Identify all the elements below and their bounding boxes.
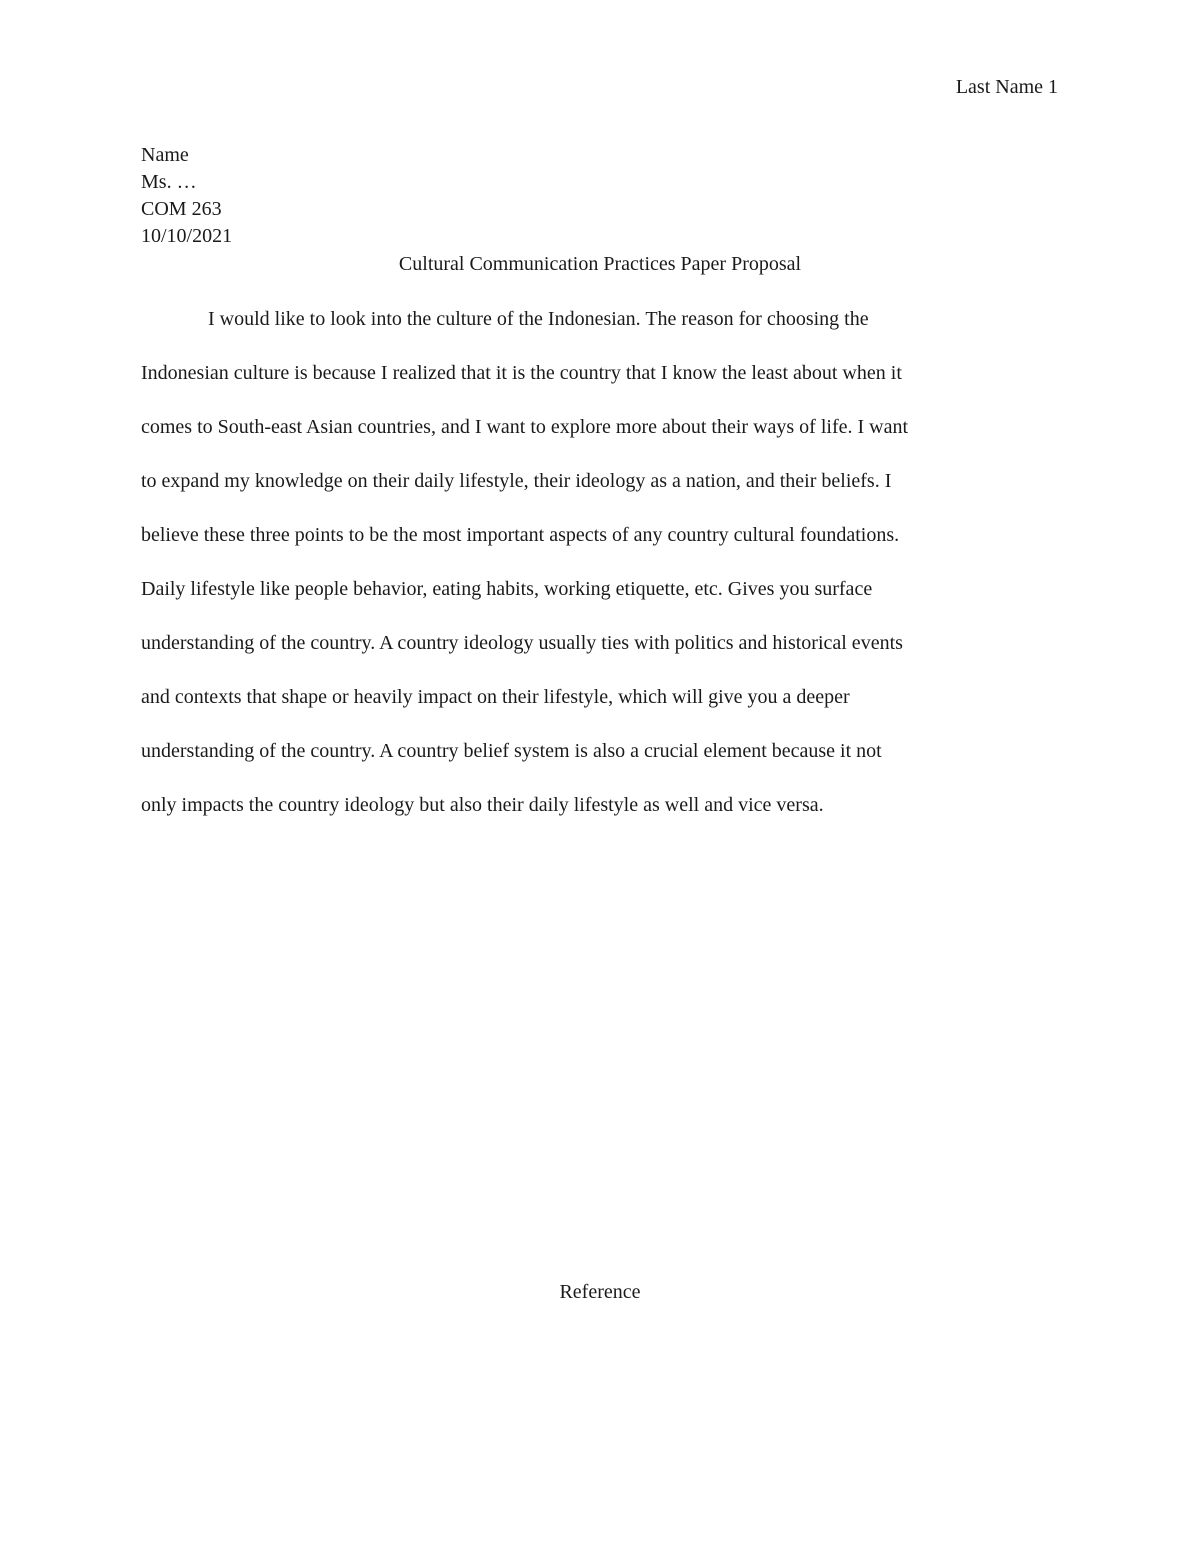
- body-paragraph: [141, 305, 1061, 845]
- body-line: believe these three points to be the most important aspects of any country cultural foundations.: [141, 524, 900, 546]
- body-line: I would like to look into the culture of the Indonesian. The reason for choosing the: [208, 308, 869, 330]
- reference-heading: Reference: [559, 1281, 641, 1303]
- body-line: Indonesian culture is because I realized that it is the country that I know the least about when it: [141, 362, 902, 384]
- instructor-name: Ms. …: [141, 171, 197, 193]
- heading-block: [141, 142, 232, 250]
- body-line: to expand my knowledge on their daily lifestyle, their ideology as a nation, and their beliefs. I: [141, 470, 892, 492]
- date: 10/10/2021: [141, 225, 233, 247]
- body-line: understanding of the country. A country ideology usually ties with politics and historical events: [141, 632, 903, 654]
- running-head: Last Name 1: [955, 76, 1058, 98]
- body-line: understanding of the country. A country belief system is also a crucial element because it not: [141, 740, 882, 762]
- body-line: comes to South-east Asian countries, and I want to explore more about their ways of life. I want: [141, 416, 909, 438]
- body-line: only impacts the country ideology but also their daily lifestyle as well and vice versa.: [141, 794, 824, 816]
- course-code: COM 263: [141, 198, 222, 220]
- body-line: Daily lifestyle like people behavior, eating habits, working etiquette, etc. Gives you surface: [141, 578, 873, 600]
- body-line: and contexts that shape or heavily impact on their lifestyle, which will give you a deeper: [141, 686, 850, 708]
- paper-title: Cultural Communication Practices Paper Proposal: [398, 253, 802, 275]
- student-name: Name: [141, 144, 189, 166]
